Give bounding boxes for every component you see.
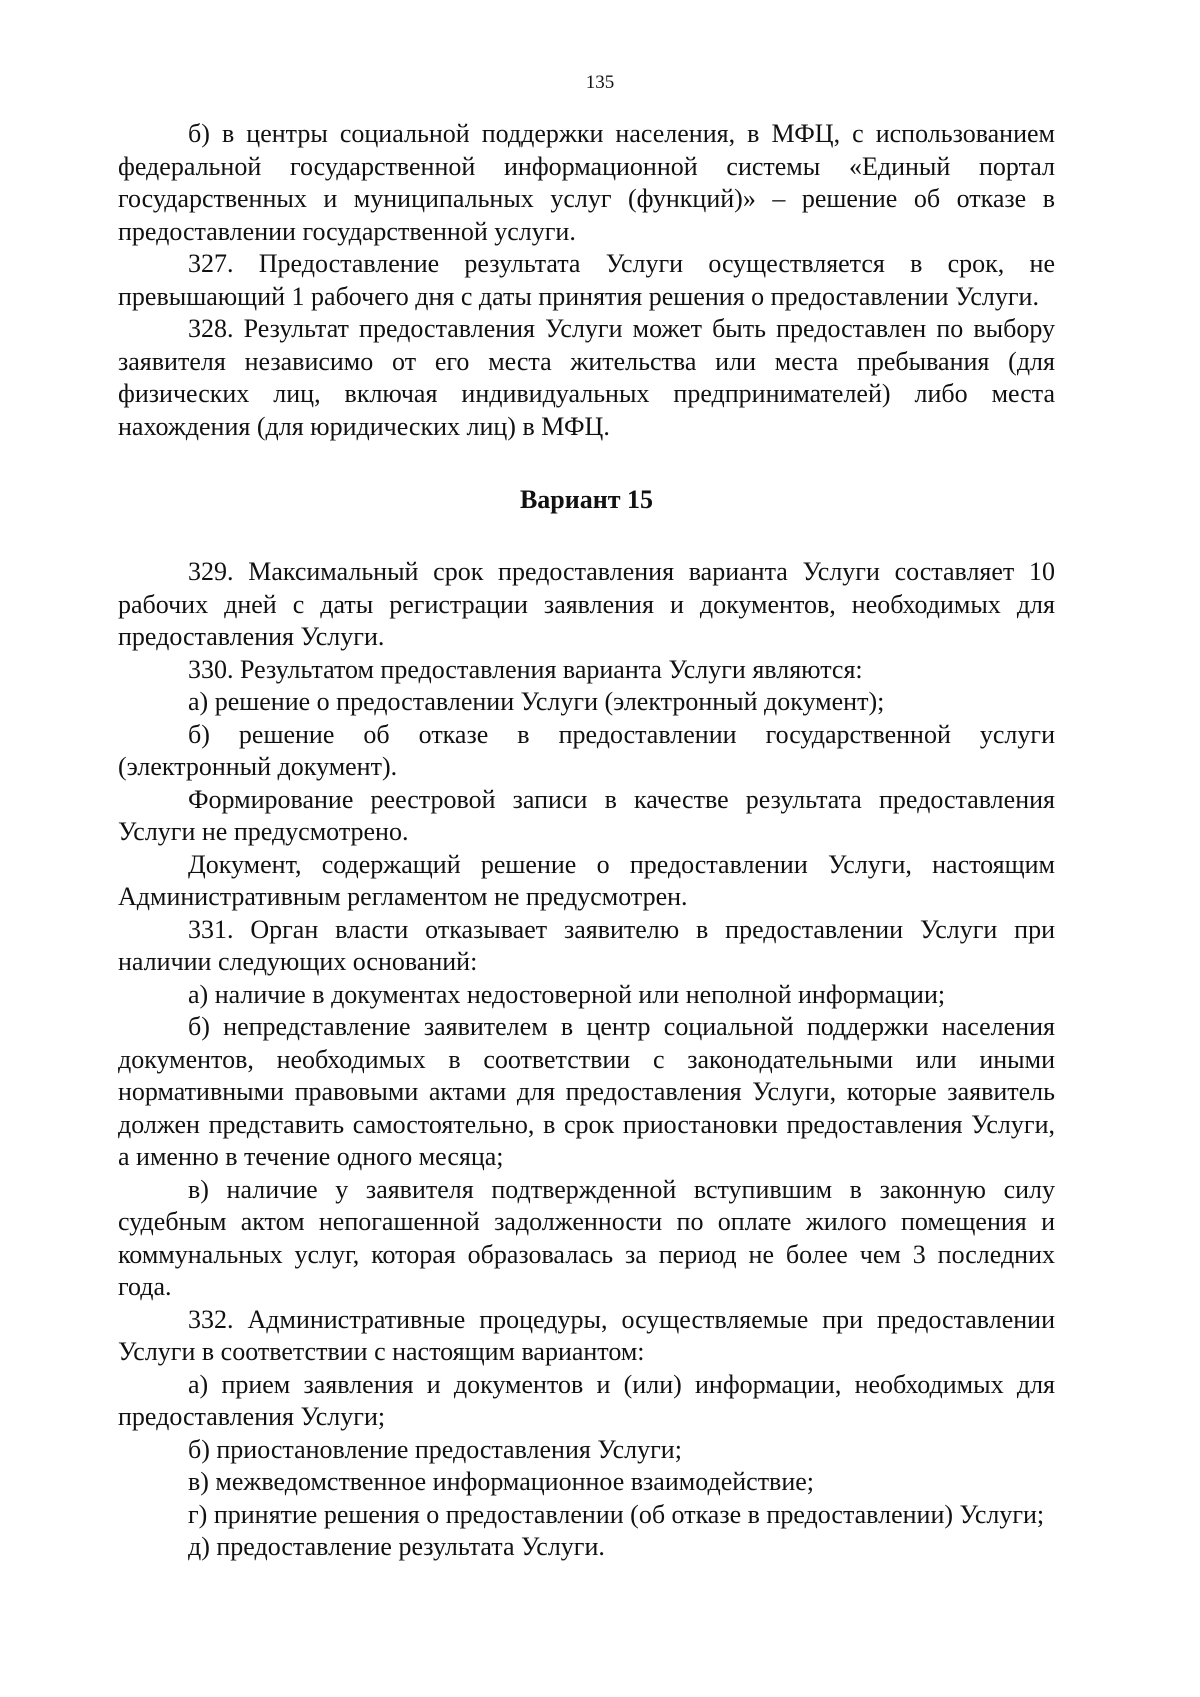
list-item: г) принятие решения о предоставлении (об отказе в предоставлении) Услуги; bbox=[188, 1499, 1045, 1529]
paragraph: 327. Предоставление результата Услуги осуществляется в срок, не превышающий 1 рабочего дня с даты принятия решения о предоставлении Услуги. bbox=[118, 249, 1055, 311]
list-item: б) приостановление предоставления Услуги; bbox=[188, 1434, 682, 1464]
paragraph: 331. Орган власти отказывает заявителю в предоставлении Услуги при наличии следующих оснований: bbox=[118, 914, 1055, 976]
page-number: 135 bbox=[585, 72, 615, 93]
paragraph: 330. Результатом предоставления варианта Услуги являются: bbox=[188, 654, 863, 684]
list-item: а) наличие в документах недостоверной или неполной информации; bbox=[188, 979, 946, 1009]
paragraph: Документ, содержащий решение о предоставлении Услуги, настоящим Административным регламентом не предусмотрен. bbox=[118, 849, 1055, 911]
paragraph: б) в центры социальной поддержки населения, в МФЦ, с использованием федеральной государственной информационной системы «Единый портал государственных и муниципальных услуг (функций)» – решение об отказе в предоставлении государственной услуги. bbox=[118, 119, 1055, 246]
list-item: в) наличие у заявителя подтвержденной вступившим в законную силу судебным актом непогашенной задолженности по оплате жилого помещения и коммунальных услуг, которая образовалась за период не более чем 3 последних года. bbox=[118, 1174, 1055, 1301]
paragraph: 332. Административные процедуры, осуществляемые при предоставлении Услуги в соответствии с настоящим вариантом: bbox=[118, 1304, 1055, 1366]
paragraph: Формирование реестровой записи в качестве результата предоставления Услуги не предусмотрено. bbox=[118, 784, 1055, 846]
list-item: б) решение об отказе в предоставлении государственной услуги (электронный документ). bbox=[118, 719, 1055, 781]
document-body bbox=[118, 118, 1055, 1564]
list-item: д) предоставление результата Услуги. bbox=[188, 1532, 605, 1561]
list-item: б) непредставление заявителем в центр социальной поддержки населения документов, необходимых в соответствии с законодательными или иными нормативными правовыми актами для предоставления Услуги, которые заявитель должен представить самостоятельно, в срок приостановки предоставления Услуги, а именно в течение одного месяца; bbox=[118, 1012, 1055, 1171]
section-heading: Вариант 15 bbox=[519, 485, 654, 514]
list-item: а) прием заявления и документов и (или) информации, необходимых для предоставления Услуги; bbox=[118, 1369, 1055, 1431]
list-item: в) межведомственное информационное взаимодействие; bbox=[188, 1467, 815, 1496]
paragraph: 329. Максимальный срок предоставления варианта Услуги составляет 10 рабочих дней с даты регистрации заявления и документов, необходимых для предоставления Услуги. bbox=[118, 557, 1055, 651]
list-item: а) решение о предоставлении Услуги (электронный документ); bbox=[188, 687, 885, 716]
paragraph: 328. Результат предоставления Услуги может быть предоставлен по выбору заявителя независимо от его места жительства или места пребывания (для физических лиц, включая индивидуальных предпринимателей) либо места нахождения (для юридических лиц) в МФЦ. bbox=[118, 314, 1055, 441]
